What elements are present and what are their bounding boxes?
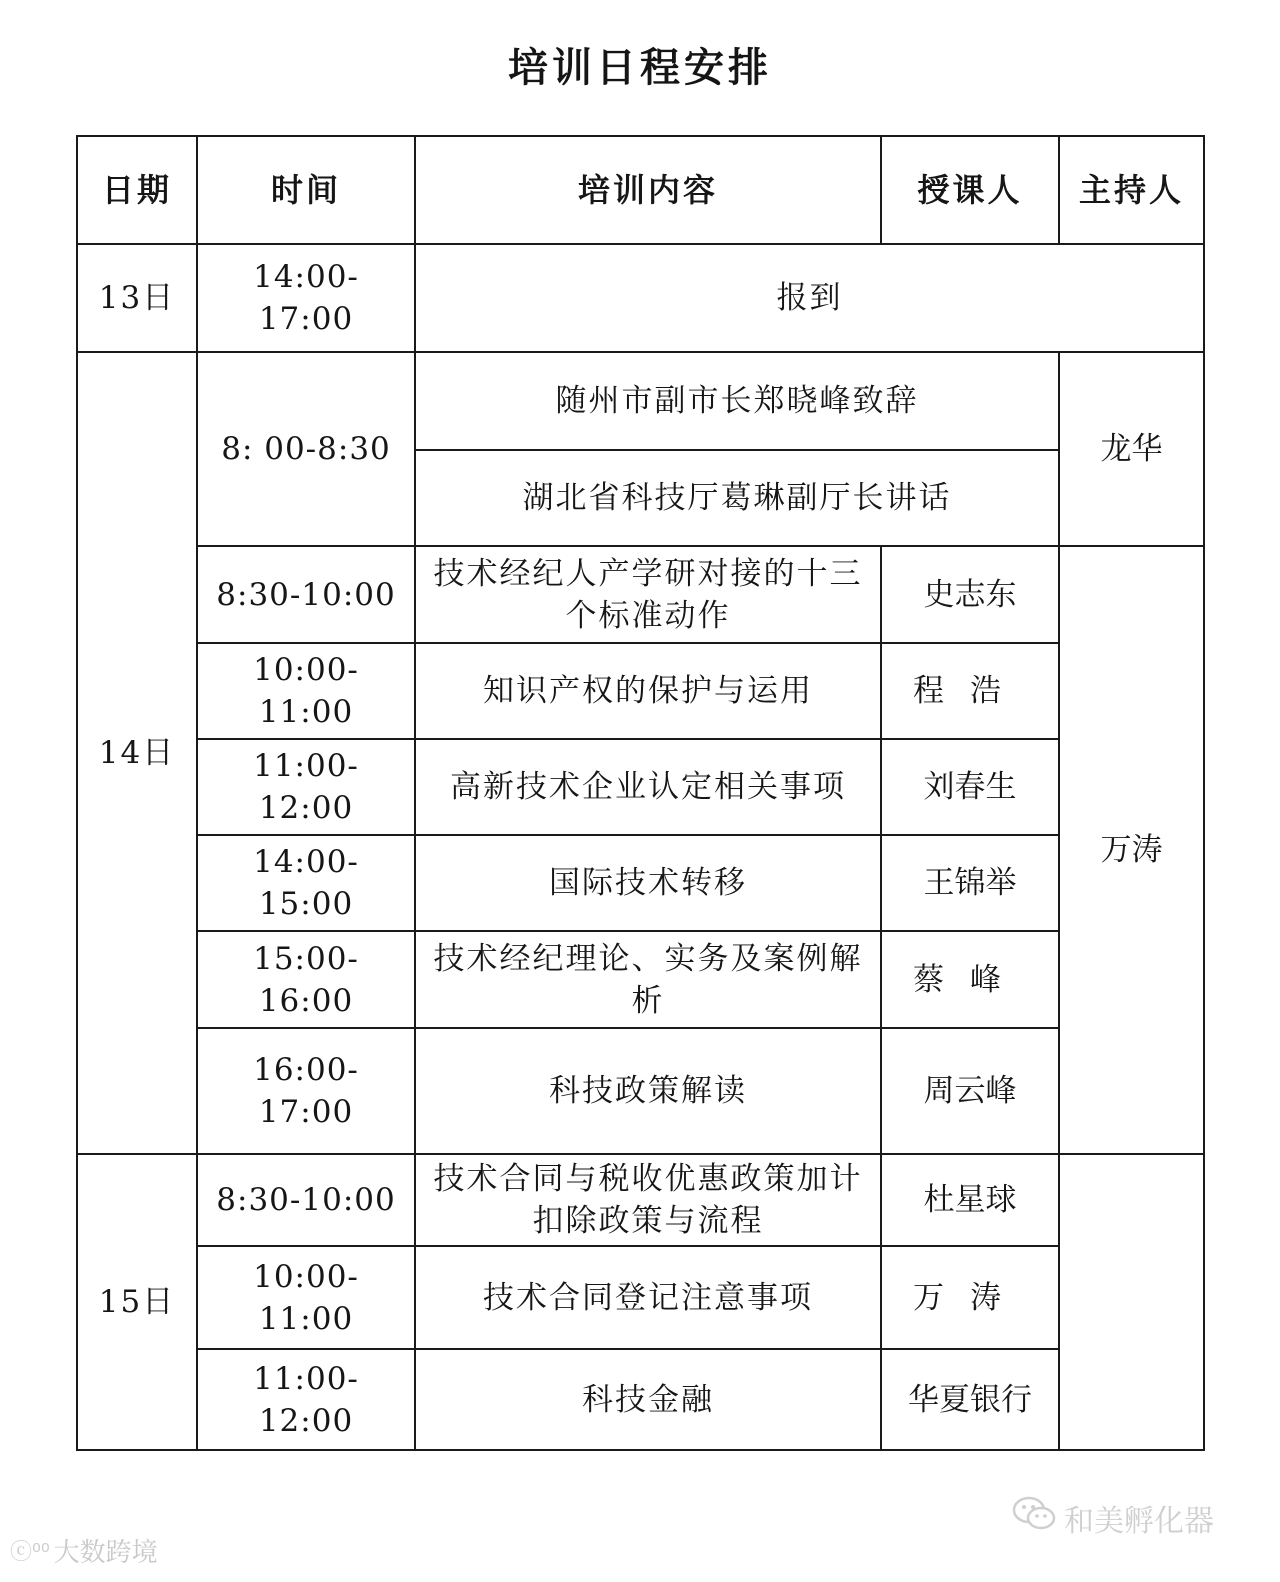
header-time: 时间 (197, 136, 415, 244)
time-cell: 8:30-10:00 (197, 546, 415, 643)
lecturer-cell: 万涛 (881, 1246, 1059, 1349)
content-cell: 技术经纪理论、实务及案例解析 (415, 931, 881, 1028)
content-cell: 湖北省科技厅葛琳副厅长讲话 (415, 450, 1059, 546)
content-cell: 技术合同登记注意事项 (415, 1246, 881, 1349)
table-row (77, 1246, 1204, 1349)
content-cell: 科技金融 (415, 1349, 881, 1450)
content-cell: 知识产权的保护与运用 (415, 643, 881, 739)
watermark-right (1012, 1496, 1214, 1540)
header-content: 培训内容 (415, 136, 881, 244)
host-cell (1059, 1154, 1204, 1450)
table-row (77, 546, 1204, 643)
content-cell: 报到 (415, 244, 1204, 352)
time-cell: 14:00-17:00 (197, 244, 415, 352)
table-row (77, 1028, 1204, 1154)
date-cell: 15日 (77, 1154, 197, 1450)
host-cell: 龙华 (1059, 352, 1204, 546)
header-lecturer: 授课人 (881, 136, 1059, 244)
lecturer-cell: 周云峰 (881, 1028, 1059, 1154)
lecturer-cell: 程浩 (881, 643, 1059, 739)
time-cell: 14:00-15:00 (197, 835, 415, 931)
lecturer-cell: 刘春生 (881, 739, 1059, 835)
table-row (77, 931, 1204, 1028)
table-row (77, 244, 1204, 352)
header-host: 主持人 (1059, 136, 1204, 244)
time-cell: 11:00-12:00 (197, 1349, 415, 1450)
brand-logo-icon: ⓒ⁰⁰ (10, 1540, 50, 1565)
time-cell: 10:00-11:00 (197, 643, 415, 739)
content-cell: 科技政策解读 (415, 1028, 881, 1154)
table-row (77, 1154, 1204, 1246)
content-cell: 高新技术企业认定相关事项 (415, 739, 881, 835)
table-row (77, 835, 1204, 931)
watermark-left-text: 大数跨境 (53, 1538, 158, 1568)
table-row (77, 352, 1204, 450)
time-cell: 11:00-12:00 (197, 739, 415, 835)
header-date: 日期 (77, 136, 197, 244)
content-cell: 技术经纪人产学研对接的十三个标准动作 (415, 546, 881, 643)
lecturer-cell: 史志东 (881, 546, 1059, 643)
content-cell: 随州市副市长郑晓峰致辞 (415, 352, 1059, 450)
date-cell: 14日 (77, 352, 197, 1154)
content-cell: 国际技术转移 (415, 835, 881, 931)
content-cell: 技术合同与税收优惠政策加计扣除政策与流程 (415, 1154, 881, 1246)
time-cell: 8:30-10:00 (197, 1154, 415, 1246)
watermark-right-text: 和美孵化器 (1064, 1504, 1214, 1539)
time-cell: 8: 00-8:30 (197, 352, 415, 546)
time-cell: 15:00-16:00 (197, 931, 415, 1028)
time-cell: 16:00-17:00 (197, 1028, 415, 1154)
lecturer-cell: 华夏银行 (881, 1349, 1059, 1450)
table-row (77, 1349, 1204, 1450)
header-row (77, 136, 1204, 244)
table-row (77, 643, 1204, 739)
lecturer-cell: 王锦举 (881, 835, 1059, 931)
schedule-table (76, 135, 1205, 1451)
host-cell: 万涛 (1059, 546, 1204, 1154)
lecturer-cell: 杜星球 (881, 1154, 1059, 1246)
wechat-icon (1012, 1496, 1056, 1540)
date-cell: 13日 (77, 244, 197, 352)
table-row (77, 739, 1204, 835)
lecturer-cell: 蔡峰 (881, 931, 1059, 1028)
time-cell: 10:00-11:00 (197, 1246, 415, 1349)
page-title: 培训日程安排 (508, 45, 772, 91)
watermark-left (10, 1532, 158, 1569)
